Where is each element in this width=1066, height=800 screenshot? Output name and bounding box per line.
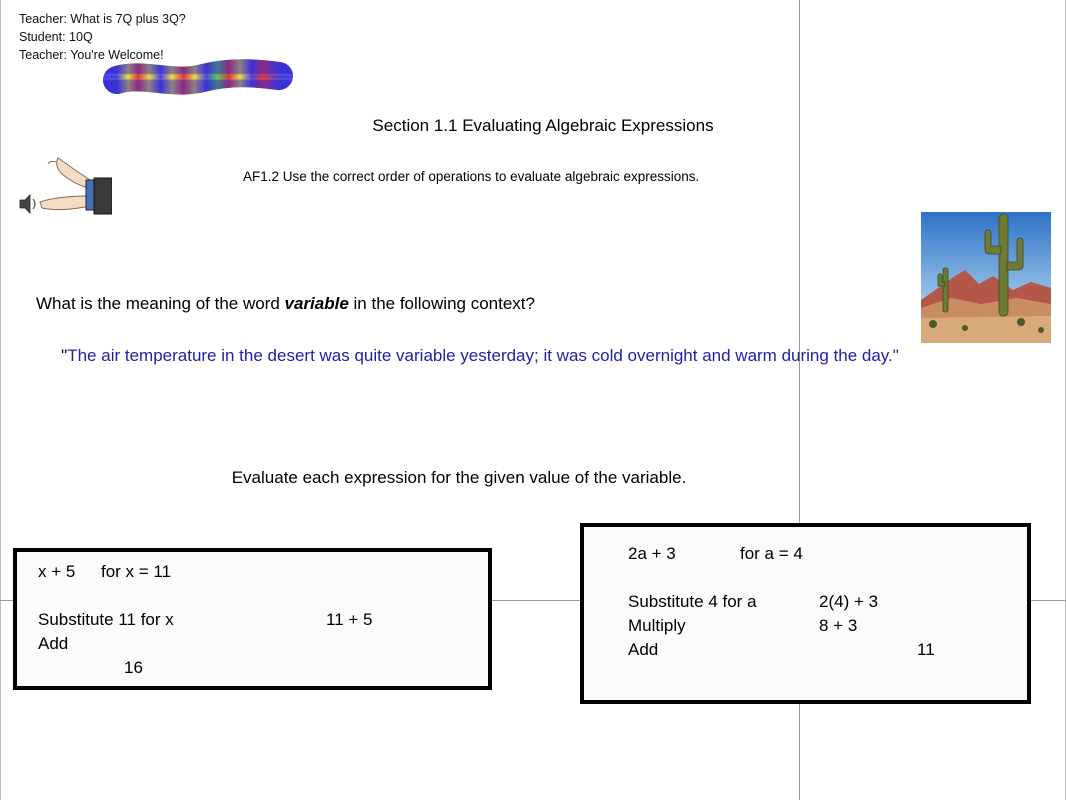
quote-open-mark: " <box>61 346 68 365</box>
context-quote <box>40 343 920 368</box>
desert-cactus-image <box>921 212 1051 343</box>
example2-step2-value: 8 + 3 <box>819 616 858 635</box>
example2-step1-value: 2(4) + 3 <box>819 592 879 611</box>
vocabulary-question <box>36 294 535 314</box>
example2-step1-label: Substitute 4 for a <box>628 592 757 611</box>
example2-condition: for a = 4 <box>740 544 803 563</box>
joke-line-2: Student: 10Q <box>19 30 93 44</box>
joke-line-1: Teacher: What is 7Q plus 3Q? <box>19 12 186 26</box>
example1-step1-value: 11 + 5 <box>326 610 373 629</box>
example1-step1-label: Substitute 11 for x <box>38 610 174 629</box>
example2-step2-label: Multiply <box>628 616 686 635</box>
example1-step2-label: Add <box>38 634 69 653</box>
example1-expression: x + 5 <box>38 562 76 581</box>
clapping-hands-icon <box>18 150 112 218</box>
question-keyword: variable <box>284 294 349 313</box>
example2-expression: 2a + 3 <box>628 544 676 563</box>
question-text-after: in the following context? <box>348 294 535 313</box>
section-title: Section 1.1 Evaluating Algebraic Expressions <box>372 116 714 135</box>
quote-text: The air temperature in the desert was quite variable yesterday; it was cold overnight and warm during the day." <box>67 346 899 365</box>
example-box-1 <box>13 548 492 690</box>
rainbow-highlighter-stroke <box>103 56 293 102</box>
question-text-before: What is the meaning of the word <box>36 294 285 313</box>
example1-result: 16 <box>124 658 143 677</box>
speaker-icon[interactable] <box>20 195 35 213</box>
example1-condition: for x = 11 <box>101 562 172 581</box>
example2-step3-label: Add <box>628 640 659 659</box>
joke-line-3: Teacher: You're Welcome! <box>19 48 164 62</box>
instruction-text: Evaluate each expression for the given value of the variable. <box>231 468 687 487</box>
example2-result: 11 <box>917 640 935 659</box>
standard-text: AF1.2 Use the correct order of operations to evaluate algebraic expressions. <box>243 169 700 184</box>
example-box-2 <box>580 523 1031 704</box>
